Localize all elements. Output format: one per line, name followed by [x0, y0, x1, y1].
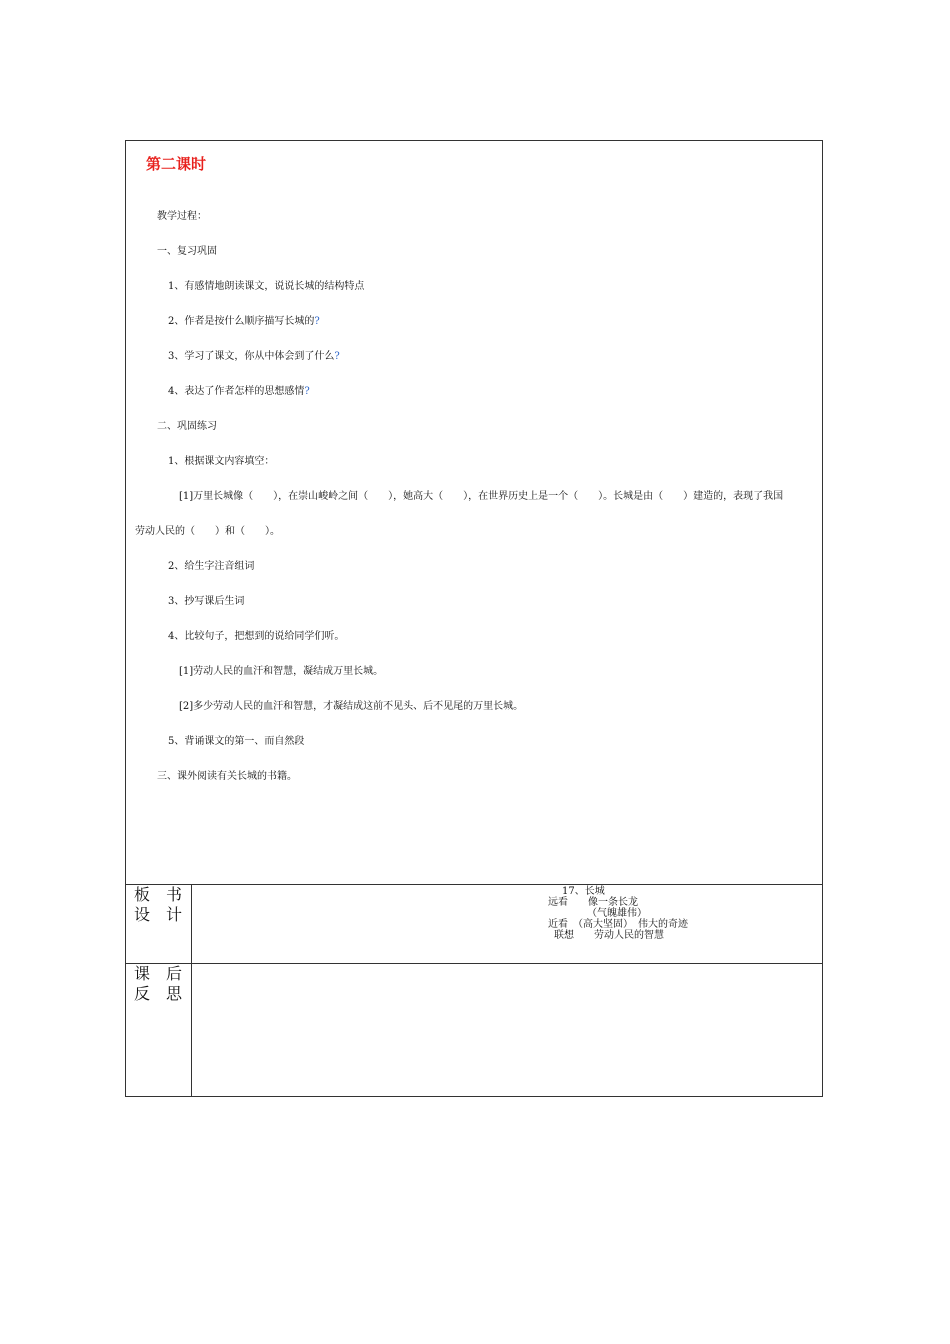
board-design-label-line2: 设 计 — [134, 905, 183, 924]
review-item-3-text: 3、学习了课文，你从中体会到了什么 — [168, 351, 335, 362]
question-mark: ? — [314, 316, 320, 327]
review-item-4 — [168, 382, 310, 397]
review-item-3 — [168, 347, 340, 362]
board-title: 17、长城 — [562, 886, 605, 897]
practice-item-2: 2、给生字注音组词 — [168, 561, 255, 572]
practice-item-3: 3、抄写课后生词 — [168, 596, 245, 607]
review-item-2 — [168, 312, 320, 327]
board-line-association: 联想 劳动人民的智慧 — [554, 930, 664, 941]
reflection-label-line2: 反 思 — [134, 984, 183, 1003]
lesson-title: 第二课时 — [146, 155, 207, 173]
compare-sentence-1: [1]劳动人民的血汗和智慧，凝结成万里长城。 — [179, 666, 384, 677]
review-item-4-text: 4、表达了作者怎样的思想感情 — [168, 386, 305, 397]
practice-item-1: 1、根据课文内容填空： — [168, 456, 275, 467]
process-label: 教学过程： — [157, 211, 207, 222]
section-practice: 二、巩固练习 — [157, 421, 217, 432]
row-divider — [125, 963, 823, 964]
row-divider — [125, 884, 823, 885]
board-line-far-view: 远看 像一条长龙 — [548, 897, 638, 908]
question-mark: ? — [334, 351, 340, 362]
board-design-label — [134, 885, 182, 925]
reflection-label-line1: 课 后 — [134, 964, 183, 983]
question-mark: ? — [304, 386, 310, 397]
board-line-near-view: 近看 （高大坚固） 伟大的奇迹 — [548, 919, 688, 930]
fill-blank-line-1: [1]万里长城像（ ），在崇山峻岭之间（ ），她高大（ ），在世界历史上是一个（ ）。长城是由（ ）建造的，表现了我国 — [179, 491, 784, 502]
board-design-label-line1: 板 书 — [134, 885, 183, 904]
practice-item-5: 5、背诵课文的第一、而自然段 — [168, 736, 305, 747]
section-review: 一、复习巩固 — [157, 246, 217, 257]
reflection-label — [134, 964, 182, 1004]
practice-item-4: 4、比较句子，把想到的说给同学们听。 — [168, 631, 345, 642]
fill-blank-line-2: 劳动人民的（ ）和（ ）。 — [135, 526, 280, 537]
compare-sentence-2: [2]多少劳动人民的血汗和智慧，才凝结成这前不见头、后不见尾的万里长城。 — [179, 701, 524, 712]
board-line-momentum: （气魄雄伟） — [587, 908, 647, 919]
review-item-2-text: 2、作者是按什么顺序描写长城的 — [168, 316, 315, 327]
review-item-1: 1、有感情地朗读课文，说说长城的结构特点 — [168, 281, 365, 292]
column-divider — [191, 884, 192, 1097]
section-extra-reading: 三、课外阅读有关长城的书籍。 — [157, 771, 297, 782]
